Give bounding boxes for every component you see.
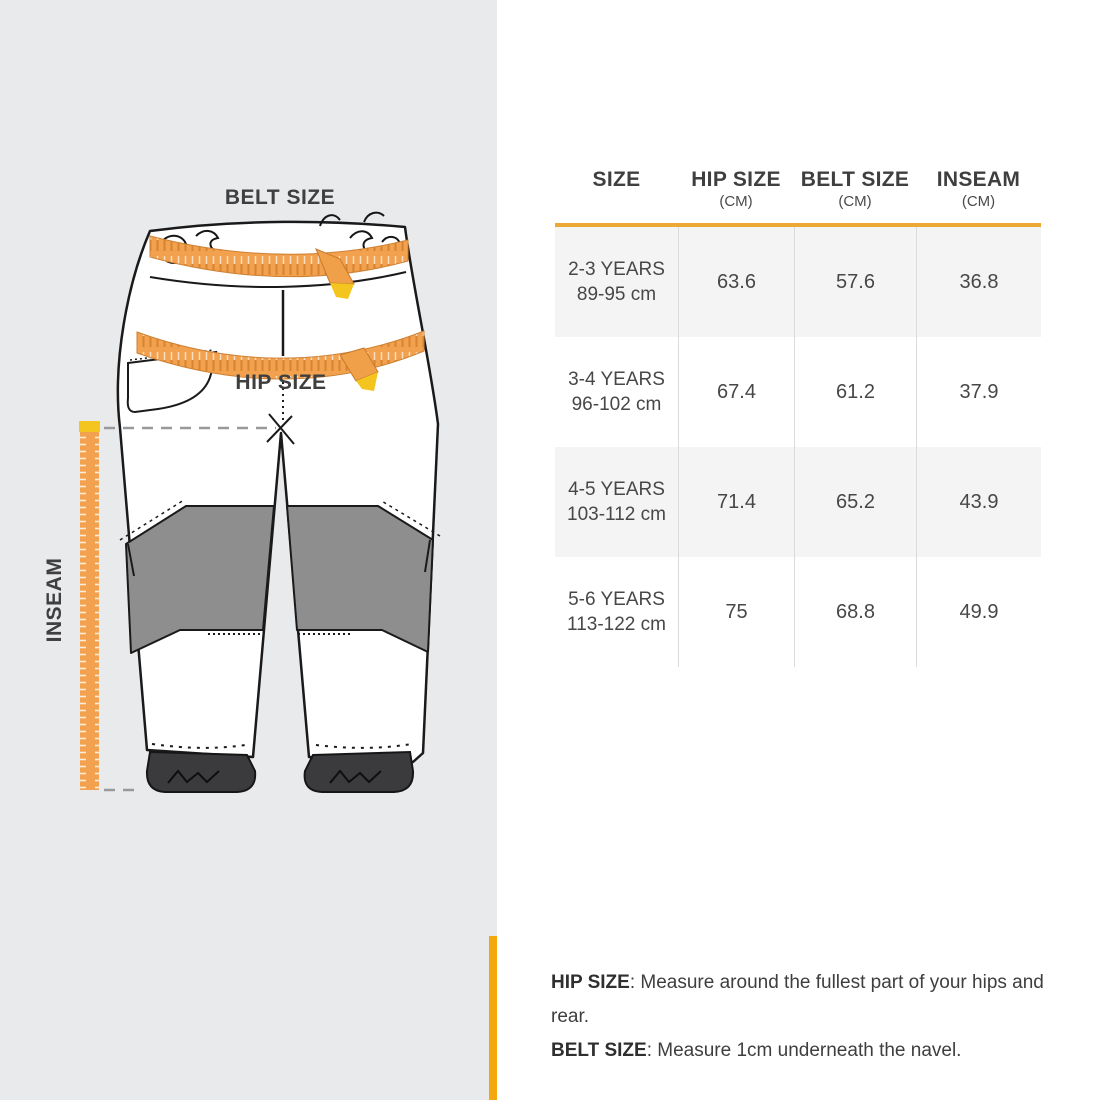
inseam-tape [79,421,100,790]
size-cell: 4-5 YEARS 103-112 cm [567,479,666,525]
inseam-value: 36.8 [916,227,1041,337]
hip-value: 63.6 [678,227,794,337]
diagram-panel [0,0,497,1100]
pants-illustration [0,0,500,1100]
size-cell: 3-4 YEARS 96-102 cm [568,369,665,415]
belt-value: 61.2 [794,337,916,447]
size-table [555,168,1041,667]
belt-value: 57.6 [794,227,916,337]
inseam-value: 43.9 [916,447,1041,557]
table-header [555,168,1041,227]
inseam-label: INSEAM [43,557,66,643]
belt-value: 65.2 [794,447,916,557]
table-row [555,557,1041,667]
size-cell: 2-3 YEARS 89-95 cm [568,259,665,305]
belt-value: 68.8 [794,557,916,667]
inseam-value: 49.9 [916,557,1041,667]
inseam-tape-tip [79,421,100,432]
inseam-value: 37.9 [916,337,1041,447]
table-row [555,337,1041,447]
knee-patch-right [287,506,433,652]
hip-value: 67.4 [678,337,794,447]
accent-bar [489,936,497,1100]
belt-note: BELT SIZE: Measure 1cm underneath the navel. [551,1040,962,1061]
hip-value: 75 [678,557,794,667]
table-row [555,447,1041,557]
size-cell: 5-6 YEARS 113-122 cm [567,589,666,635]
hip-size-label: HIP SIZE [235,371,327,394]
hip-value: 71.4 [678,447,794,557]
measure-notes [551,966,1081,1068]
belt-size-label: BELT SIZE [224,186,336,209]
pants-outline [118,222,438,762]
hip-note: HIP SIZE: Measure around the fullest part of your hips and rear. [551,972,1044,1027]
cuffs [147,752,413,792]
table-row [555,227,1041,337]
column-header-inseam: INSEAM (CM) [936,168,1021,210]
column-header-belt: BELT SIZE (CM) [800,168,910,210]
column-header-size: SIZE [592,168,641,191]
column-header-hip: HIP SIZE (CM) [691,168,781,210]
